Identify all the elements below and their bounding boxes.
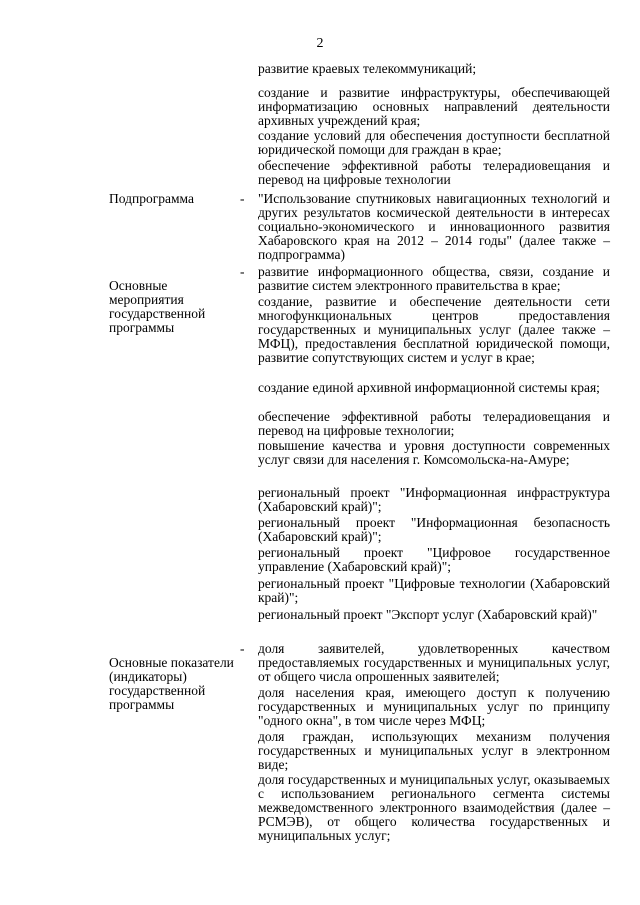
indicators-label: [109, 642, 234, 712]
indicator-item-4: доля государственных и муниципальных услуг, оказываемых с использованием регионального сегмента системы межведомственного электронного взаимодействия (далее – РСМЭВ), от общего количества государственных и муниципальных услуг;: [258, 772, 610, 843]
activity-item-9: региональный проект "Цифровые технологии (Хабаровский край)";: [258, 576, 610, 605]
top-item-3: создание условий для обеспечения доступности бесплатной юридической помощи для граждан в крае;: [258, 128, 610, 157]
indicators-label-text: Основные показатели (индикаторы) государственной программы: [109, 655, 234, 712]
activities-dash: -: [240, 264, 245, 279]
subprogram-label: Подпрограмма: [109, 191, 194, 206]
activities-label-text: Основные мероприятия государственной программы: [109, 278, 206, 335]
activity-item-10: региональный проект "Экспорт услуг (Хабаровский край)": [258, 607, 598, 622]
activity-item-8: региональный проект "Цифровое государственное управление (Хабаровский край)";: [258, 545, 610, 574]
activity-item-7: региональный проект "Информационная безопасность (Хабаровский край)";: [258, 515, 610, 544]
activity-item-6: региональный проект "Информационная инфраструктура (Хабаровский край)";: [258, 485, 610, 514]
activity-item-4: обеспечение эффективной работы телерадиовещания и перевод на цифровые технологии;: [258, 409, 610, 438]
activity-item-1: развитие информационного общества, связи, создание и развитие систем электронного правительства в крае;: [258, 264, 610, 293]
top-item-2: создание и развитие инфраструктуры, обеспечивающей информатизацию основных направлений деятельности архивных учреждений края;: [258, 85, 610, 128]
indicator-item-1: доля заявителей, удовлетворенных качеством предоставляемых государственных и муниципальных услуг, от общего числа опрошенных заявителей;: [258, 641, 610, 684]
subprogram-dash: -: [240, 191, 245, 206]
activities-label: [109, 265, 234, 335]
page-number: 2: [316, 36, 324, 51]
indicators-dash: -: [240, 641, 245, 656]
indicator-item-2: доля населения края, имеющего доступ к получению государственных и муниципальных услуг по принципу "одного окна", в том числе через МФЦ;: [258, 685, 610, 728]
top-item-4: обеспечение эффективной работы телерадиовещания и перевод на цифровые технологии: [258, 158, 610, 187]
activity-item-5: повышение качества и уровня доступности современных услуг связи для населения г. Комсомольска-на-Амуре;: [258, 438, 610, 467]
subprogram-item-1: "Использование спутниковых навигационных технологий и других результатов космической деятельности в интересах социально-экономического и инновационного развития Хабаровского края на 2012 – 2014 годы" (далее также – подпрограмма): [258, 191, 610, 262]
activity-item-2: создание, развитие и обеспечение деятельности сети многофункциональных центров предоставления государственных и муниципальных услуг (далее также – МФЦ), предоставления бесплатной юридической помощи, развитие сопутствующих систем и услуг в крае;: [258, 294, 610, 365]
top-item-1: развитие краевых телекоммуникаций;: [258, 61, 477, 76]
indicator-item-3: доля граждан, использующих механизм получения государственных и муниципальных услуг в электронном виде;: [258, 729, 610, 772]
activity-item-3: создание единой архивной информационной системы края;: [258, 380, 600, 395]
